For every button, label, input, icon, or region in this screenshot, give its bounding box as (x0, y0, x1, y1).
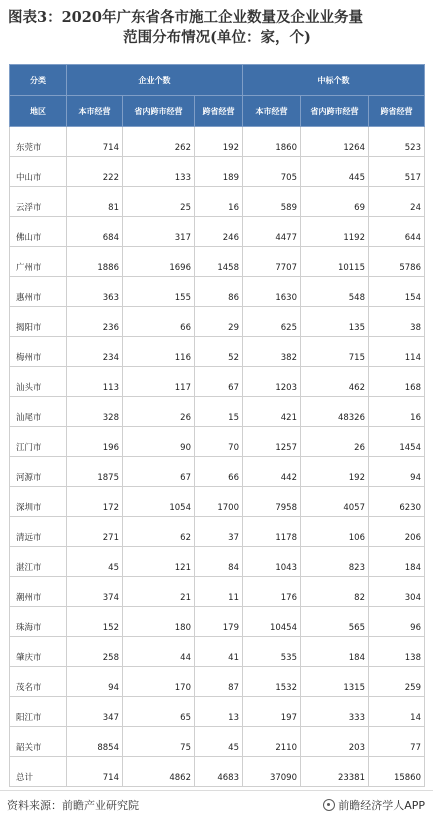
table-cell: 246 (195, 217, 243, 247)
table-cell: 184 (369, 547, 425, 577)
brand (323, 797, 425, 813)
table-cell: 374 (67, 577, 123, 607)
table-cell: 363 (67, 277, 123, 307)
table-cell: 75 (123, 727, 195, 757)
table-cell: 26 (123, 397, 195, 427)
table-cell: 445 (301, 157, 369, 187)
table-cell: 1315 (301, 667, 369, 697)
row-label: 广州市 (10, 247, 67, 277)
table-cell: 77 (369, 727, 425, 757)
table-cell: 62 (123, 517, 195, 547)
table-cell: 1630 (243, 277, 301, 307)
row-label: 汕头市 (10, 367, 67, 397)
row-label: 肇庆市 (10, 637, 67, 667)
table-cell: 4862 (123, 757, 195, 787)
row-label: 云浮市 (10, 187, 67, 217)
table-cell: 382 (243, 337, 301, 367)
row-label: 揭阳市 (10, 307, 67, 337)
table-cell: 90 (123, 427, 195, 457)
table-cell: 714 (67, 757, 123, 787)
table-cell: 15 (195, 397, 243, 427)
table-cell: 113 (67, 367, 123, 397)
table-row (10, 697, 425, 727)
table-cell: 26 (301, 427, 369, 457)
table-cell: 67 (195, 367, 243, 397)
table-cell: 535 (243, 637, 301, 667)
table-cell: 8854 (67, 727, 123, 757)
table-cell: 45 (195, 727, 243, 757)
table-cell: 271 (67, 517, 123, 547)
row-label: 深圳市 (10, 487, 67, 517)
table-cell: 66 (123, 307, 195, 337)
column-header: 本市经营 (243, 96, 301, 127)
table-cell: 10115 (301, 247, 369, 277)
page-title (8, 8, 426, 48)
table-cell: 155 (123, 277, 195, 307)
table-row (10, 217, 425, 247)
table-cell: 1860 (243, 127, 301, 157)
table-row (10, 577, 425, 607)
table-row (10, 487, 425, 517)
table-cell: 138 (369, 637, 425, 667)
table-row (10, 757, 425, 787)
table-cell: 135 (301, 307, 369, 337)
table-cell: 304 (369, 577, 425, 607)
table-cell: 16 (195, 187, 243, 217)
table-cell: 548 (301, 277, 369, 307)
table-cell: 13 (195, 697, 243, 727)
table-cell: 86 (195, 277, 243, 307)
table-cell: 154 (369, 277, 425, 307)
table-cell: 114 (369, 337, 425, 367)
table-cell: 1178 (243, 517, 301, 547)
row-label: 总计 (10, 757, 67, 787)
table-cell: 168 (369, 367, 425, 397)
table-cell: 67 (123, 457, 195, 487)
table-cell: 69 (301, 187, 369, 217)
table-cell: 106 (301, 517, 369, 547)
table-cell: 23381 (301, 757, 369, 787)
table-cell: 152 (67, 607, 123, 637)
table-cell: 196 (67, 427, 123, 457)
table-cell: 84 (195, 547, 243, 577)
table-cell: 684 (67, 217, 123, 247)
table-body (10, 127, 425, 787)
table-cell: 117 (123, 367, 195, 397)
table-cell: 517 (369, 157, 425, 187)
table-cell: 222 (67, 157, 123, 187)
row-label: 梅州市 (10, 337, 67, 367)
table-cell: 37 (195, 517, 243, 547)
table-cell: 421 (243, 397, 301, 427)
table-cell: 1454 (369, 427, 425, 457)
table-cell: 192 (195, 127, 243, 157)
row-label: 清远市 (10, 517, 67, 547)
table-cell: 4477 (243, 217, 301, 247)
table-cell: 1043 (243, 547, 301, 577)
table-cell: 565 (301, 607, 369, 637)
footer (0, 790, 433, 815)
row-label: 江门市 (10, 427, 67, 457)
table-cell: 11 (195, 577, 243, 607)
corner-header-top: 分类 (10, 65, 67, 96)
table-cell: 87 (195, 667, 243, 697)
table-cell: 328 (67, 397, 123, 427)
table-cell: 5786 (369, 247, 425, 277)
table-cell: 10454 (243, 607, 301, 637)
table-cell: 7958 (243, 487, 301, 517)
table-cell: 823 (301, 547, 369, 577)
column-header: 跨省经营 (369, 96, 425, 127)
table-cell: 317 (123, 217, 195, 247)
table-cell: 66 (195, 457, 243, 487)
table-cell: 1192 (301, 217, 369, 247)
corner-header-bottom: 地区 (10, 96, 67, 127)
title-line1: 图表3：2020年广东省各市施工企业数量及企业业务量 (8, 9, 363, 26)
row-label: 潮州市 (10, 577, 67, 607)
table-row (10, 157, 425, 187)
table-cell: 589 (243, 187, 301, 217)
table-cell: 4683 (195, 757, 243, 787)
table-cell: 6230 (369, 487, 425, 517)
table-cell: 172 (67, 487, 123, 517)
table-cell: 180 (123, 607, 195, 637)
table-row (10, 367, 425, 397)
table-cell: 179 (195, 607, 243, 637)
table-row (10, 637, 425, 667)
data-table (9, 64, 425, 787)
table-cell: 1700 (195, 487, 243, 517)
table-cell: 259 (369, 667, 425, 697)
table-cell: 133 (123, 157, 195, 187)
table-cell: 121 (123, 547, 195, 577)
title-line2: 范围分布情况(单位：家，个) (123, 29, 311, 46)
table-cell: 4057 (301, 487, 369, 517)
table-cell: 14 (369, 697, 425, 727)
table-cell: 65 (123, 697, 195, 727)
row-label: 中山市 (10, 157, 67, 187)
row-label: 韶关市 (10, 727, 67, 757)
row-label: 汕尾市 (10, 397, 67, 427)
table-cell: 1696 (123, 247, 195, 277)
table-row (10, 187, 425, 217)
row-label: 惠州市 (10, 277, 67, 307)
table-cell: 16 (369, 397, 425, 427)
row-label: 阳江市 (10, 697, 67, 727)
table-cell: 625 (243, 307, 301, 337)
table-row (10, 547, 425, 577)
table-cell: 189 (195, 157, 243, 187)
data-table-wrapper (9, 64, 424, 787)
table-cell: 1054 (123, 487, 195, 517)
row-label: 佛山市 (10, 217, 67, 247)
column-header: 省内跨市经营 (123, 96, 195, 127)
table-cell: 81 (67, 187, 123, 217)
table-cell: 1532 (243, 667, 301, 697)
table-cell: 94 (67, 667, 123, 697)
table-cell: 96 (369, 607, 425, 637)
table-row (10, 427, 425, 457)
group-header-bids: 中标个数 (243, 65, 425, 96)
table-cell: 116 (123, 337, 195, 367)
table-cell: 236 (67, 307, 123, 337)
table-cell: 462 (301, 367, 369, 397)
table-row (10, 127, 425, 157)
table-cell: 170 (123, 667, 195, 697)
table-cell: 347 (67, 697, 123, 727)
table-cell: 44 (123, 637, 195, 667)
table-cell: 176 (243, 577, 301, 607)
table-cell: 41 (195, 637, 243, 667)
table-row (10, 517, 425, 547)
table-row (10, 397, 425, 427)
table-cell: 37090 (243, 757, 301, 787)
table-cell: 7707 (243, 247, 301, 277)
table-cell: 644 (369, 217, 425, 247)
table-cell: 21 (123, 577, 195, 607)
table-cell: 714 (67, 127, 123, 157)
source-note: 资料来源：前瞻产业研究院 (7, 799, 139, 812)
table-cell: 48326 (301, 397, 369, 427)
table-cell: 705 (243, 157, 301, 187)
table-row (10, 727, 425, 757)
table-cell: 94 (369, 457, 425, 487)
column-header: 本市经营 (67, 96, 123, 127)
table-cell: 197 (243, 697, 301, 727)
table-cell: 333 (301, 697, 369, 727)
table-row (10, 247, 425, 277)
table-cell: 184 (301, 637, 369, 667)
table-row (10, 337, 425, 367)
table-cell: 262 (123, 127, 195, 157)
table-row (10, 307, 425, 337)
row-label: 湛江市 (10, 547, 67, 577)
table-cell: 203 (301, 727, 369, 757)
table-cell: 206 (369, 517, 425, 547)
table-cell: 192 (301, 457, 369, 487)
brand-logo-icon (323, 799, 335, 811)
table-cell: 29 (195, 307, 243, 337)
table-cell: 1875 (67, 457, 123, 487)
table-cell: 1264 (301, 127, 369, 157)
table-cell: 258 (67, 637, 123, 667)
table-row (10, 277, 425, 307)
table-cell: 715 (301, 337, 369, 367)
row-label: 东莞市 (10, 127, 67, 157)
table-cell: 70 (195, 427, 243, 457)
table-cell: 25 (123, 187, 195, 217)
table-cell: 523 (369, 127, 425, 157)
row-label: 珠海市 (10, 607, 67, 637)
table-cell: 45 (67, 547, 123, 577)
table-cell: 442 (243, 457, 301, 487)
row-label: 茂名市 (10, 667, 67, 697)
brand-name: 前瞻经济学人APP (338, 799, 425, 812)
table-row (10, 607, 425, 637)
table-cell: 1257 (243, 427, 301, 457)
table-cell: 234 (67, 337, 123, 367)
column-header: 跨省经营 (195, 96, 243, 127)
column-header: 省内跨市经营 (301, 96, 369, 127)
table-row (10, 457, 425, 487)
table-cell: 15860 (369, 757, 425, 787)
table-cell: 38 (369, 307, 425, 337)
table-cell: 52 (195, 337, 243, 367)
row-label: 河源市 (10, 457, 67, 487)
table-cell: 1458 (195, 247, 243, 277)
table-cell: 1886 (67, 247, 123, 277)
table-cell: 2110 (243, 727, 301, 757)
table-cell: 24 (369, 187, 425, 217)
table-row (10, 667, 425, 697)
table-cell: 1203 (243, 367, 301, 397)
group-header-enterprises: 企业个数 (67, 65, 243, 96)
table-cell: 82 (301, 577, 369, 607)
